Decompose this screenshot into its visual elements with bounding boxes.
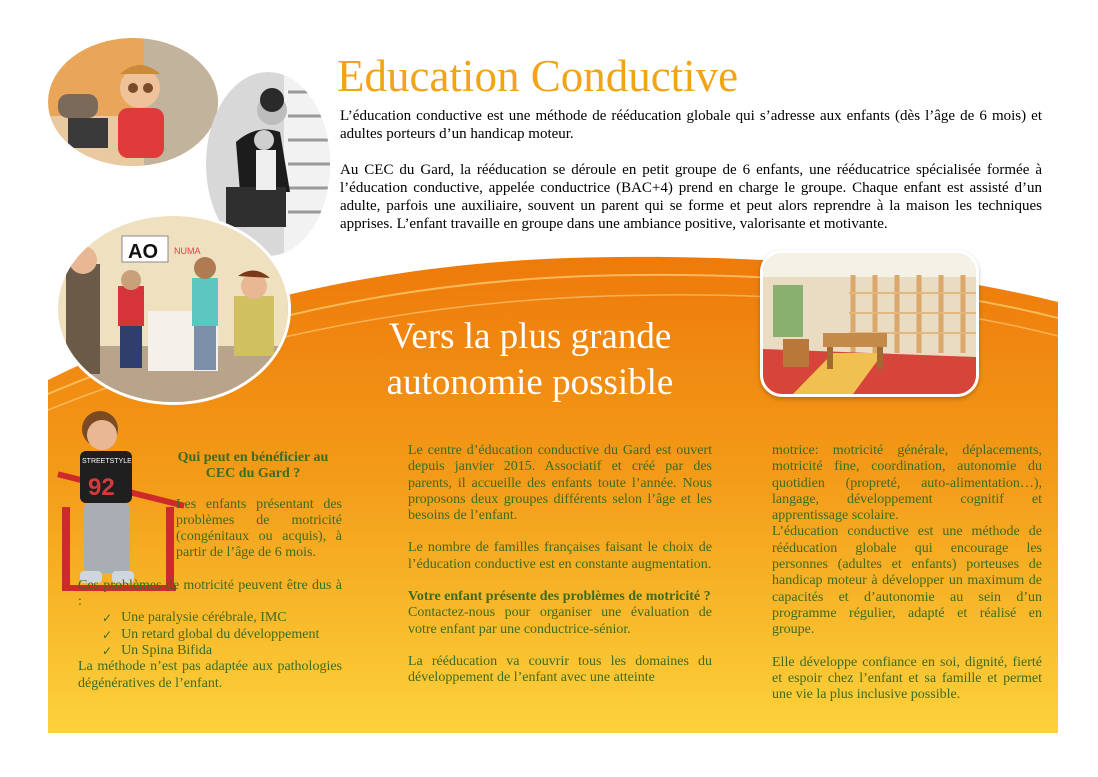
- intro-text: [340, 107, 1042, 251]
- photo-classroom-children: [55, 213, 291, 405]
- list-item: [102, 643, 342, 659]
- numa-card-text: NUMA: [174, 246, 201, 256]
- page-title: Education Conductive: [337, 51, 739, 101]
- method-text: L’éducation conductive est une méthode de rééducation globale qui encourage les personnes (adultes et enfants) porteuses de handicap moteur à développer un maximum de capacités et d’autonomie au sein d’un programme régulier, adapté et réalisé en groupe.: [772, 524, 1042, 638]
- intro-paragraph: L’éducation conductive est une méthode de rééducation globale qui s’adresse aux enfants (dès l’âge de 6 mois) et adultes porteurs d’un handicap moteur.: [340, 108, 1042, 142]
- slogan: [330, 314, 730, 406]
- who-answer: Les enfants présentant des problèmes de motricité (congénitaux ou acquis), à partir de l’âge de 6 mois.: [176, 496, 342, 561]
- list-item: [102, 610, 342, 626]
- slogan-line: Vers la plus grande: [388, 316, 672, 357]
- list-item-label: Une paralysie cérébrale, IMC: [121, 610, 287, 626]
- shirt-brand-text: STREETSTYLE: [82, 458, 132, 465]
- list-item-label: Un Spina Bifida: [121, 642, 213, 658]
- families-text: Le nombre de familles françaises faisant le choix de l’éducation conductive est en constante augmentation.: [408, 540, 712, 572]
- column-who: [78, 450, 342, 692]
- center-intro: Le centre d’éducation conductive du Gard est ouvert depuis janvier 2015. Associatif et créé par des parents, il accueille des enfants toute l’année. Nous proposons deux groupes différents selon l’âge et les besoins de l’enfant.: [408, 443, 712, 524]
- motricity-question: Votre enfant présente des problèmes de motricité ?: [408, 589, 711, 605]
- column-center: [408, 443, 712, 687]
- shirt-number-text: 92: [88, 474, 115, 501]
- coverage-continued: motrice: motricité générale, déplacements, motricité fine, coordination, autonomie du quotidien (propreté, auto-alimentation…), langage, développement cognitif et apprentissage scolaire.: [772, 443, 1042, 524]
- causes-intro: Ces problèmes de motricité peuvent être dus à :: [78, 577, 342, 610]
- checkmark-icon: ✓: [102, 643, 113, 658]
- list-item: [102, 627, 342, 643]
- not-adapted-text: La méthode n’est pas adaptée aux pathologies dégénératives de l’enfant.: [78, 659, 342, 691]
- intro-paragraph: Au CEC du Gard, la rééducation se déroule en petit groupe de 6 enfants, une rééducatrice spécialisée formée à l’éducation conductive, appelée conductrice (BAC+4) prend en charge le groupe. Chaque enfant est assisté d’un adulte, parfois une auxiliaire, souvent un parent qui se forme et peut alors reprendre à la maison les techniques apprises. L’enfant travaille en groupe dans une ambiance positive, valorisante et motivante.: [340, 162, 1042, 232]
- photo-classroom-room: [760, 250, 979, 397]
- coverage-text: La rééducation va couvrir tous les domaines du développement de l’enfant avec une atteinte: [408, 653, 712, 686]
- confidence-text: Elle développe confiance en soi, dignité, fierté et espoir chez l’enfant et sa famille et permet une vie la plus inclusive possible.: [772, 654, 1042, 703]
- who-question: Qui peut en bénéficier au CEC du Gard ?: [177, 450, 329, 482]
- checkmark-icon: ✓: [102, 611, 113, 626]
- checkmark-icon: ✓: [102, 627, 113, 642]
- causes-list: [102, 610, 342, 659]
- column-method: [772, 443, 1042, 703]
- contact-text: Contactez-nous pour organiser une évaluation de votre enfant par une conductrice-sénior.: [408, 605, 712, 637]
- photo-child-playing: [48, 38, 218, 166]
- slogan-line: autonomie possible: [386, 362, 674, 403]
- list-item-label: Un retard global du développement: [121, 626, 320, 642]
- ao-card-text: AO: [128, 241, 158, 263]
